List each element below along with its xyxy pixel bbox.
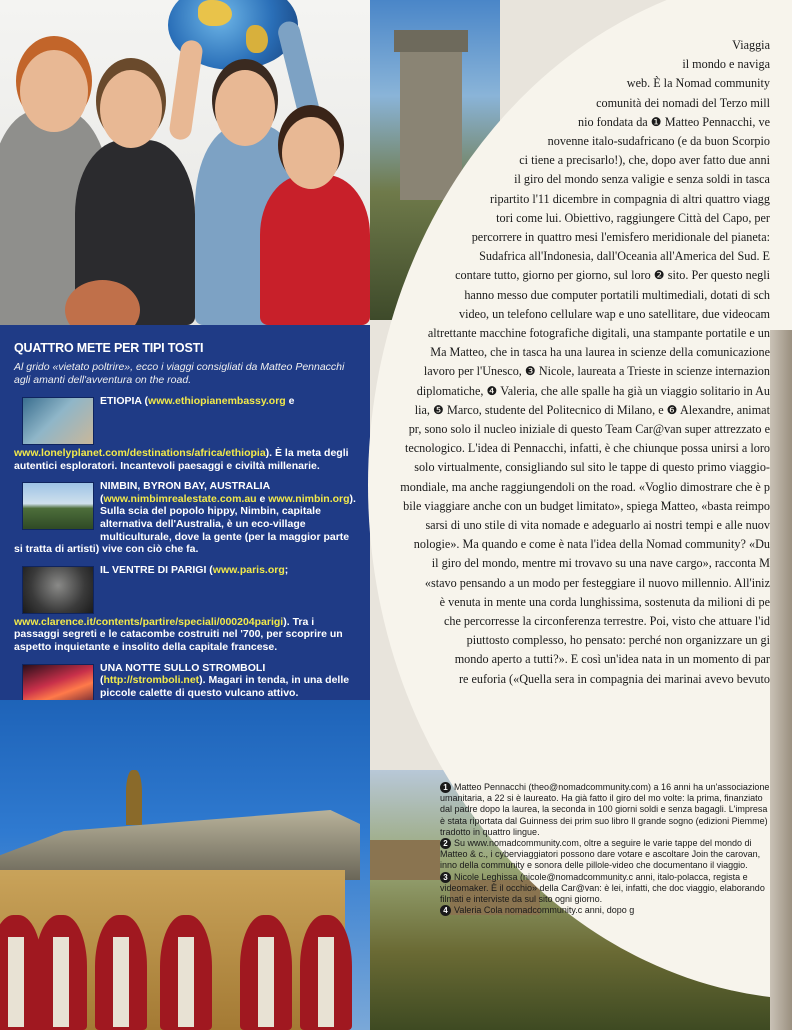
entry-connector: e <box>285 395 295 407</box>
article-line: comunità dei nomadi del Terzo mill <box>596 95 770 110</box>
footnote <box>440 872 770 906</box>
entry-link[interactable]: www.ethiopianembassy.org <box>148 395 286 407</box>
sidebar-box <box>0 325 370 700</box>
footnote-text: Nicole Leghissa (nicole@nomadcommunity.c anni, italo-polacca, regista e videomaker. È il occhio» della Car@van: è lei, infatti, che doc viaggio, elaborando filmati e interviste da sul sito ogni giorno. <box>440 871 765 905</box>
footnote-number: 1 <box>440 782 451 793</box>
entry-heading: ETIOPIA ( <box>100 395 149 407</box>
raised-arm <box>168 39 204 141</box>
article-line: sarsi di uno stile di vita nomade e adeguarlo ai nostri tempi e alle nuov <box>425 518 770 532</box>
monks-temple-photo <box>0 700 370 1030</box>
article-line: lia, ❺ Marco, studente del Politecnico di Milano, e ❻ Alexandre, animat <box>414 402 770 417</box>
article-line: nio fondata da ❶ Matteo Pennacchi, ve <box>578 114 770 129</box>
monk-figure <box>160 915 212 1030</box>
article-line: re euforia («Quella sera in compagnia dei marinai avevo bevuto <box>458 671 770 686</box>
article-line: Sudafrica all'Indonesia, dall'Oceania all'America del Sud. E <box>479 249 770 264</box>
article-line: altrettante macchine fotografiche digitali, una stampante portatile e un <box>427 326 770 340</box>
nimbin-thumbnail <box>22 482 94 530</box>
article-line: tori come lui. Obiettivo, raggiungere Città del Capo, per <box>496 210 770 225</box>
ethiopia-thumbnail <box>22 397 94 445</box>
article-line: novenne italo-sudafricano (e da buon Scorpio <box>547 134 770 148</box>
article-line: il giro del mondo, mentre mi trovavo su una nave cargo», racconta M <box>431 556 770 571</box>
footnote-number: 2 <box>440 838 451 849</box>
article-line: «stavo pensando a un modo per festeggiare il nuovo millennio. All'iniz <box>424 575 770 590</box>
footnote <box>440 782 770 838</box>
footnote-number: 4 <box>440 905 451 916</box>
article-line: tecnologico. L'idea di Pennacchi, infatti, è che chiunque possa unirsi a loro <box>404 441 770 456</box>
article-line: lavoro per l'Unesco, ❸ Nicole, laureata a Trieste in scienze internazion <box>423 364 770 379</box>
article-line: web. È la Nomad community <box>626 76 770 91</box>
destination-entry-paris <box>14 564 358 654</box>
entry-connector: e <box>256 492 269 505</box>
entry-link[interactable]: www.nimbimrealestate.com.au <box>103 492 257 505</box>
footnote <box>440 838 770 872</box>
article-line: il giro del mondo senza valigie e senza soldi in tasca <box>514 172 770 187</box>
article-line: solo virtualmente, consigliando sul sito le tappe di questo primo viaggio- <box>414 460 770 475</box>
article-line: contare tutto, giorno per giorno, sul loro ❷ sito. Per questo negli <box>455 268 770 283</box>
article-line: piuttosto complesso, ho pensato: perché non organizzare un gi <box>466 633 770 648</box>
person-nicole <box>260 175 370 325</box>
entry-link[interactable]: www.nimbin.org <box>268 492 350 505</box>
article-line: il mondo e naviga <box>682 57 770 72</box>
entry-link[interactable]: www.lonelyplanet.com/destinations/africa/ethiopia <box>14 447 266 459</box>
article-line: ci tiene a precisarlo!), che, dopo aver fatto due anni <box>519 153 770 168</box>
monk-figure <box>300 915 352 1030</box>
entry-link[interactable]: http://stromboli.net <box>103 674 200 687</box>
article-line: pr, sono solo il nucleo iniziale di questo Team Car@van super attrezzato e <box>408 422 770 436</box>
article-line: diplomatiche, ❹ Valeria, che alle spalle ha già un viaggio solitario in Au <box>416 383 770 398</box>
footnotes <box>440 782 770 916</box>
entry-body: ). Sulla scia del popolo hippy, Nimbin, capitale alternativa dell'Australia, è un eco-village multiculturale, dove la gente (per la maggior parte si tratta di artisti) vive con ciò che fa. <box>14 492 356 556</box>
article-line: hanno messo due computer portatili multimediali, dotati di sch <box>464 287 770 302</box>
article-line: Ma Matteo, che in tasca ha una laurea in scienze della comunicazione <box>430 345 770 360</box>
destination-entry-ethiopia <box>14 395 358 472</box>
entry-heading: UNA NOTTE SULLO STROMBOLI ( <box>100 661 266 687</box>
entry-heading: IL VENTRE DI PARIGI ( <box>100 563 213 576</box>
article-line: percorrere in quattro mesi l'emisfero meridionale del pianeta: <box>471 230 770 244</box>
article-line: ripartito l'11 dicembre in compagnia di altri quattro viagg <box>490 191 770 206</box>
adjacent-page-edge <box>770 330 792 1030</box>
monk-figure <box>240 915 292 1030</box>
footnote-text: Su www.nomadcommunity.com, oltre a seguire le varie tappe del mondo di Matteo & c., i cyberviaggiatori possono dare votare e ascoltare Join the carovan, inno della community e sonora delle pillole-video che documentano il viaggio. <box>440 838 761 871</box>
destination-entry-nimbin <box>14 480 358 556</box>
sidebar-intro: Al grido «vietato poltrire», ecco i viaggi consigliati da Matteo Pennacchi agli amanti dell'avventura on the road. <box>14 361 345 386</box>
entry-link[interactable]: www.paris.org <box>212 563 285 576</box>
footnote-text: Matteo Pennacchi (theo@nomadcommunity.com) a 16 anni ha un'associazione umanitaria, a 22 si è laureato. Ha già fatto il giro del mo volte: la prima, finanziato dal padre dopo la laurea, la seconda in 100 giorni soldi e senza bagagli. L'impresa è stata riportata dal Guinness dei prim suo libro Il grande sogno (edizioni Piemme) tradotto in quattro lingue. <box>440 782 770 837</box>
temple-spire <box>126 770 142 825</box>
article-line: mondo aperto a tutti?». E così un'idea nata in un momento di par <box>454 652 770 667</box>
entry-connector: ; <box>284 563 289 576</box>
entry-body: ). Magari in tenda, in una delle piccole calette di questo vulcano attivo. <box>100 674 350 699</box>
footnote-number: 3 <box>440 872 451 883</box>
footnote <box>440 905 770 916</box>
entry-body: ). Tra i passaggi segreti e le catacombe costruiti nel '700, per scoprire un aspetto inquietante e insolito della capitale francese. <box>14 615 343 653</box>
article-line: bile viaggiare anche con un budget limitato», spiega Matteo, «basta reimpo <box>403 498 770 513</box>
entry-link[interactable]: www.clarence.it/contents/partire/speciali/000204parigi <box>14 615 284 628</box>
sidebar-title: QUATTRO METE PER TIPI TOSTI <box>14 341 204 355</box>
footnote-text: Valeria Cola nomadcommunity.c anni, dopo g <box>454 905 635 916</box>
paris-thumbnail <box>22 566 94 614</box>
article-line: video, un telefono cellulare wap e uno satellitare, due videocam <box>458 306 770 321</box>
monk-figure <box>35 915 87 1030</box>
article-line: che percorresse la circonferenza terrestre. Poi, visto che attuare l'id <box>443 614 770 628</box>
article-line: nologie». Ma quando e come è nata l'idea della Nomad community? «Du <box>413 537 770 552</box>
monk-figure <box>95 915 147 1030</box>
article-line: è venuta in mente una corda lunghissima, sostenuta da milioni di pe <box>439 594 770 609</box>
entry-body: ). È la meta degli autentici esploratori. Incantevoli paesaggi e civiltà millenarie. <box>14 447 349 472</box>
entry-heading: NIMBIN, BYRON BAY, AUSTRALIA ( <box>100 480 270 505</box>
article-line: Viaggia <box>732 38 770 52</box>
group-photo <box>0 0 370 325</box>
article-line: mondiale, ma anche raggiungendoli on the road. «Voglio dimostrare che è p <box>400 479 770 494</box>
